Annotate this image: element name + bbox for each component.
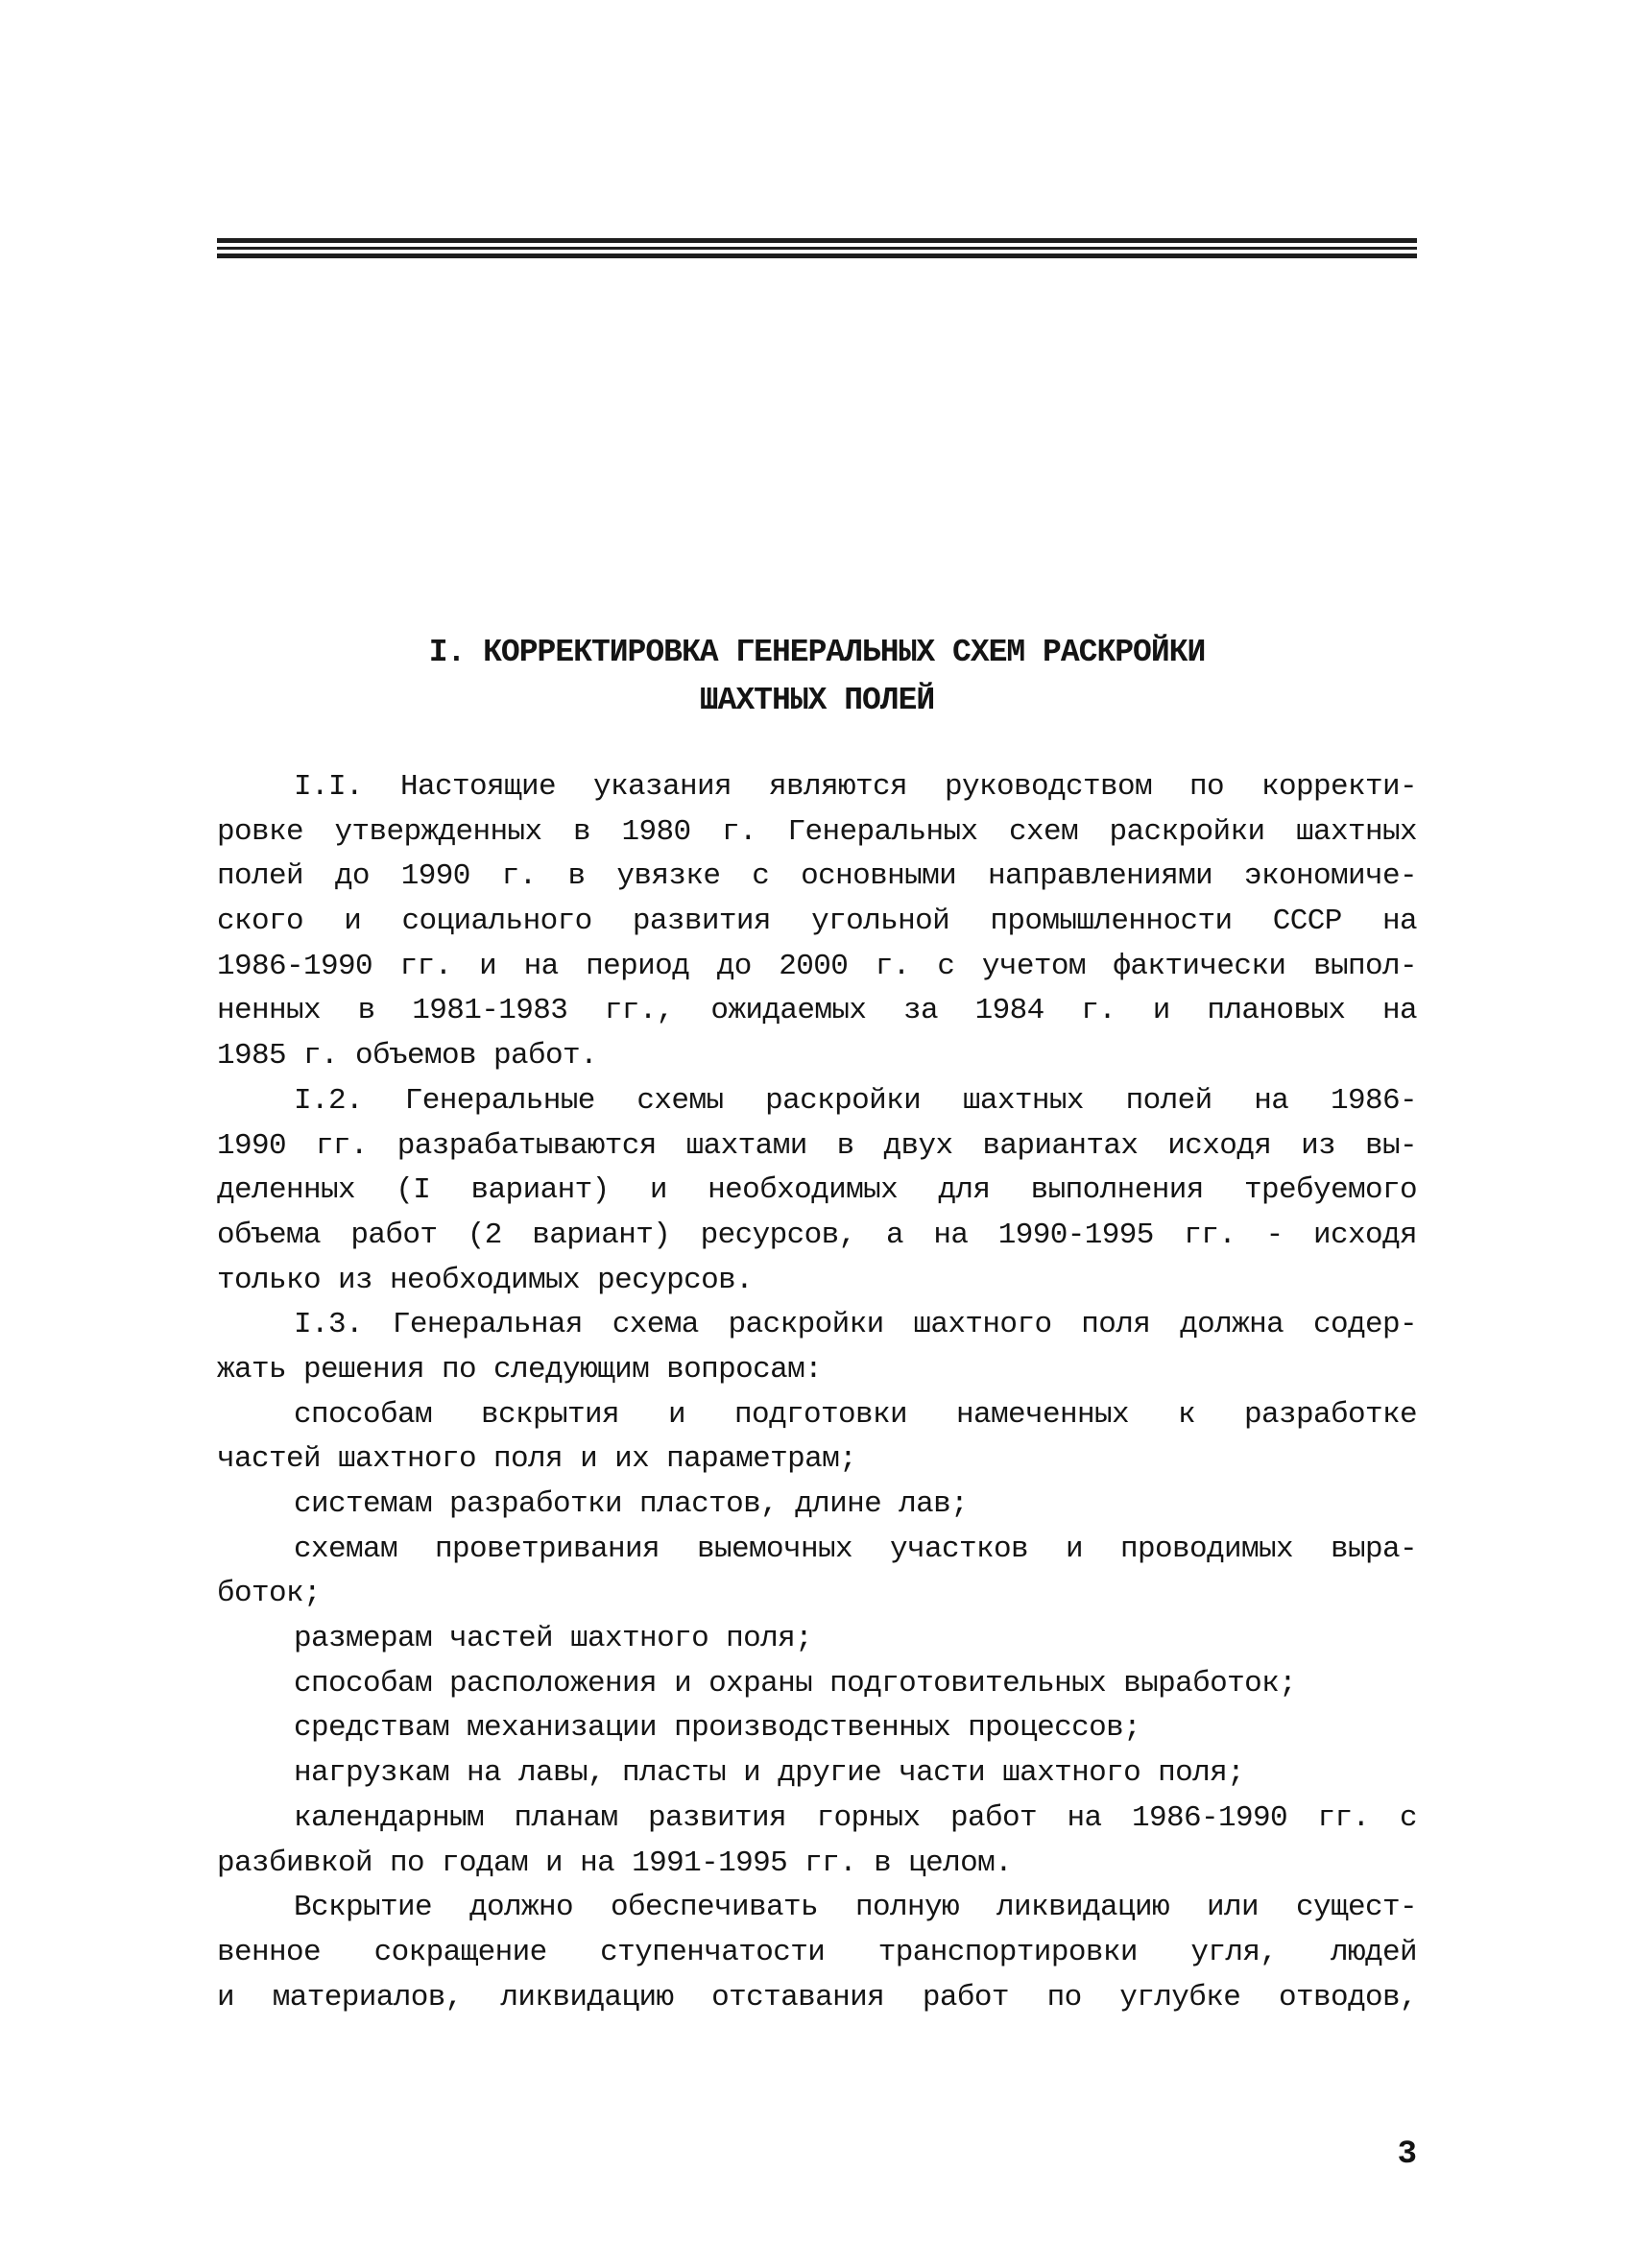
- paragraph-line: полей до 1990 г. в увязке с основными направлениями экономиче-: [217, 859, 1417, 894]
- paragraph-line: I.2. Генеральные схемы раскройки шахтных полей на 1986-: [294, 1083, 1417, 1118]
- header-rule-top: [217, 238, 1417, 243]
- header-rule: [217, 238, 1417, 262]
- list-item-continued: боток;: [217, 1577, 322, 1611]
- list-item: размерам частей шахтного поля;: [294, 1622, 813, 1656]
- list-item: схемам проветривания выемочных участков и проводимых выра-: [294, 1532, 1417, 1566]
- header-rule-bottom: [217, 253, 1417, 258]
- paragraph-line: 1990 гг. разрабатываются шахтами в двух вариантах исходя из вы-: [217, 1128, 1417, 1163]
- paragraph-line: жать решения по следующим вопросам:: [217, 1352, 823, 1387]
- section-title-continued: ШАХТНЫХ ПОЛЕЙ: [699, 683, 935, 718]
- paragraph-line: I.3. Генеральная схема раскройки шахтного поля должна содер-: [294, 1308, 1417, 1342]
- paragraph-line: только из необходимых ресурсов.: [217, 1263, 754, 1297]
- list-item: средствам механизации производственных процессов;: [294, 1711, 1141, 1746]
- paragraph-line: объема работ (2 вариант) ресурсов, а на 1990-1995 гг. - исходя: [217, 1218, 1417, 1252]
- list-item: системам разработки пластов, длине лав;: [294, 1487, 969, 1521]
- list-item-continued: частей шахтного поля и их параметрам;: [217, 1442, 857, 1477]
- paragraph-line: ровке утвержденных в 1980 г. Генеральных схем раскройки шахтных: [217, 814, 1417, 849]
- paragraph-line: I.I. Настоящие указания являются руководством по корректи-: [294, 770, 1417, 804]
- paragraph-line: и материалов, ликвидацию отставания работ по углубке отводов,: [217, 1980, 1417, 2015]
- paragraph-line: венное сокращение ступенчатости транспортировки угля, людей: [217, 1935, 1417, 1969]
- list-item: календарным планам развития горных работ на 1986-1990 гг. с: [294, 1800, 1417, 1835]
- paragraph-line: Вскрытие должно обеспечивать полную ликвидацию или сущест-: [294, 1891, 1417, 1925]
- header-rule-middle: [217, 247, 1417, 250]
- paragraph-line: ненных в 1981-1983 гг., ожидаемых за 1984 г. и плановых на: [217, 994, 1417, 1028]
- body-text: [217, 765, 1417, 2020]
- list-item: нагрузкам на лавы, пласты и другие части шахтного поля;: [294, 1756, 1245, 1791]
- section-title: I. КОРРЕКТИРОВКА ГЕНЕРАЛЬНЫХ СХЕМ РАСКРОЙКИ: [428, 635, 1206, 670]
- paragraph-line: 1986-1990 гг. и на период до 2000 г. с учетом фактически выпол-: [217, 949, 1417, 983]
- paragraph-line: ского и социального развития угольной промышленности СССР на: [217, 905, 1417, 939]
- paragraph-line: 1985 г. объемов работ.: [217, 1039, 598, 1074]
- list-item: способам расположения и охраны подготовительных выработок;: [294, 1666, 1297, 1701]
- list-item: способам вскрытия и подготовки намеченных к разработке: [294, 1397, 1417, 1432]
- page-number: 3: [1397, 2136, 1417, 2173]
- paragraph-line: деленных (I вариант) и необходимых для выполнения требуемого: [217, 1173, 1417, 1208]
- list-item-continued: разбивкой по годам и на 1991-1995 гг. в целом.: [217, 1846, 1013, 1880]
